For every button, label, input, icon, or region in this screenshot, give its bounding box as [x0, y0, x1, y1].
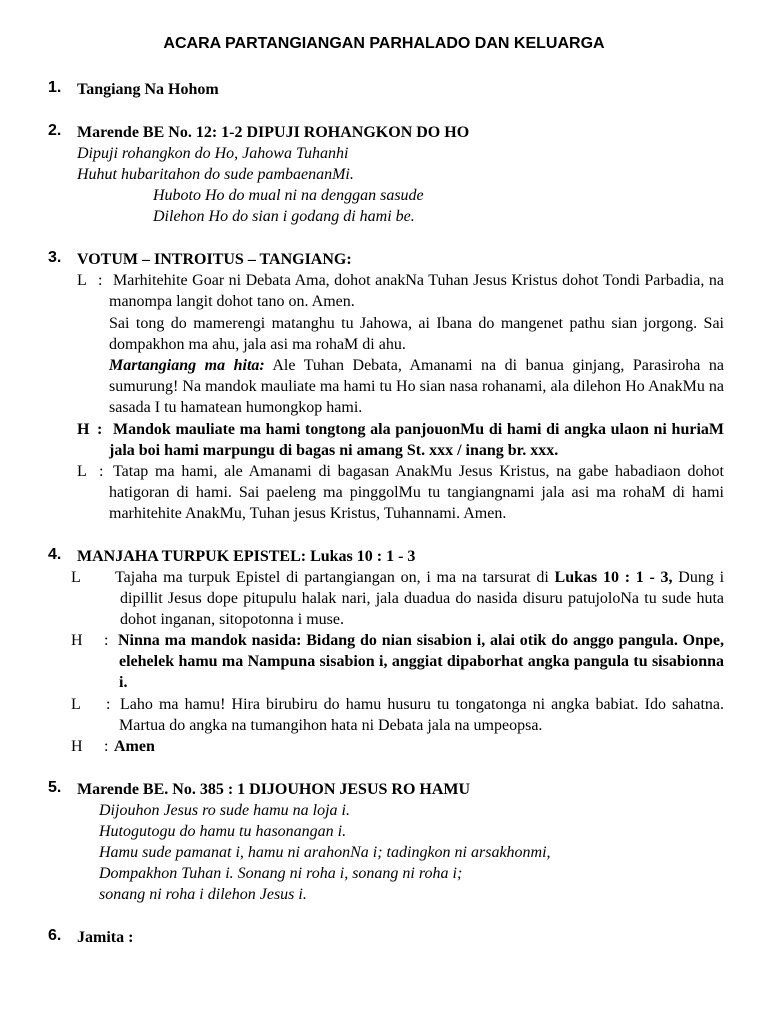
speaker-colon: :	[104, 738, 109, 755]
section-number: 2.	[48, 122, 62, 139]
hymn-line: sonang ni roha i dilehon Jesus i.	[99, 886, 307, 903]
liturgy-row	[0, 736, 768, 757]
section-heading: Tangiang Na Hohom	[77, 81, 219, 98]
hymn-line: Dipuji rohangkon do Ho, Jahowa Tuhanhi	[77, 145, 349, 162]
liturgy-row	[0, 630, 768, 694]
speaker-label: L	[71, 569, 81, 586]
liturgy-paragraph	[109, 355, 724, 419]
section-heading: Marende BE No. 12: 1-2 DIPUJI ROHANGKON DO HO	[77, 124, 470, 141]
section-number: 6.	[48, 927, 62, 944]
speaker-colon: :	[98, 272, 103, 289]
liturgy-row	[0, 270, 768, 312]
hymn-line: Huhut hubaritahon do sude pambaenanMi.	[77, 166, 354, 183]
liturgy-row	[0, 419, 768, 461]
speaker-colon: :	[104, 632, 109, 649]
speaker-colon: :	[106, 696, 111, 713]
hymn-line: Hutogutogu do hamu tu hasonangan i.	[99, 823, 347, 840]
speaker-label: L	[77, 272, 87, 289]
section-number: 1.	[48, 79, 62, 96]
speaker-label: L	[77, 463, 87, 480]
liturgy-text: Ninna ma mandok nasida: Bidang do nian sisabion i, alai otik do anggo pangula. Onpe, elehelek hamu ma Nampuna sisabion i, anggiat dipaborhat angka pangula tu sisabionna i.	[118, 632, 724, 692]
hymn-line: Huboto Ho do mual ni na denggan sasude	[153, 187, 424, 204]
liturgy-text: Laho ma hamu! Hira birubiru do hamu husuru tu tongatonga ni angka babiat. Ido sahatna. Martua do angka na tumangihon hata ni Debata jala na umpeopsa.	[119, 696, 724, 735]
speaker-label: H	[77, 421, 90, 438]
liturgy-text: Marhitehite Goar ni Debata Ama, dohot anakNa Tuhan Jesus Kristus dohot Tondi Parbadia, na manompa langit dohot tano on. Amen.	[109, 272, 724, 311]
section-heading: VOTUM – INTROITUS – TANGIANG:	[77, 251, 352, 268]
hymn-line: Hamu sude pamanat i, hamu ni arahonNa i; tadingkon ni arsakhonmi,	[99, 844, 551, 861]
liturgy-text: Mandok mauliate ma hami tongtong ala panjouonMu di hami di angka ulaon ni huriaM jala boi hami marpungu di bagas ni amang St. xxx / inang br. xxx.	[109, 421, 724, 460]
section-number: 4.	[48, 546, 62, 563]
liturgy-text: Amen	[114, 738, 155, 755]
prayer-lead: Martangiang ma hita:	[109, 357, 265, 374]
scripture-reference: Lukas 10 : 1 - 3,	[554, 569, 673, 586]
section-heading: MANJAHA TURPUK EPISTEL: Lukas 10 : 1 - 3	[77, 548, 416, 565]
section-number: 3.	[48, 249, 62, 266]
liturgy-paragraph: Sai tong do mamerengi matanghu tu Jahowa, ai Ibana do mangenet pathu sian jorgong. Sai dompakhon ma ahu, jala asi ma rohaM di ahu.	[109, 315, 724, 354]
section-number: 5.	[48, 779, 62, 796]
section-heading: Marende BE. No. 385 : 1 DIJOUHON JESUS RO HAMU	[77, 781, 471, 798]
liturgy-text	[115, 567, 725, 631]
section-heading: Jamita :	[77, 929, 134, 946]
liturgy-row	[0, 567, 768, 631]
speaker-label: H	[71, 738, 83, 755]
speaker-colon: :	[99, 463, 104, 480]
epistle-text: Dung i dipillit Jesus dope pitupulu halak nari, jala duadua do nasida disuru patujoloNa tu sude huta dohot inganan, sitopotonna i muse.	[120, 569, 725, 629]
speaker-label: H	[71, 632, 83, 649]
speaker-label: L	[71, 696, 81, 713]
liturgy-text: Tatap ma hami, ale Amanami di bagasan AnakMu Jesus Kristus, na gabe habadiaon dohot hatigoran di hami. Sai paeleng ma pinggolMu tu tangiangnami jala asi ma rohaM di hami marhitehite AnakMu, Tuhan jesus Kristus, Tuhannami. Amen.	[109, 463, 724, 523]
liturgy-row	[0, 461, 768, 525]
liturgy-row	[0, 694, 768, 736]
document-title: ACARA PARTANGIANGAN PARHALADO DAN KELUARGA	[163, 35, 605, 52]
speaker-colon: :	[97, 421, 103, 438]
hymn-line: Dompakhon Tuhan i. Sonang ni roha i, sonang ni roha i;	[99, 865, 463, 882]
prayer-text: Ale Tuhan Debata, Amanami na di banua ginjang, Parasiroha na sumurung! Na mandok mauliate ma hami tu Ho sian nasa rohanami, ala dilehon Ho AnakMu na sasada I tu hamatean humongkop hami.	[109, 357, 724, 417]
hymn-line: Dijouhon Jesus ro sude hamu na loja i.	[99, 802, 350, 819]
epistle-intro: Tajaha ma turpuk Epistel di partangiangan on, i ma na tarsurat di	[115, 569, 555, 586]
hymn-line: Dilehon Ho do sian i godang di hami be.	[153, 208, 415, 225]
